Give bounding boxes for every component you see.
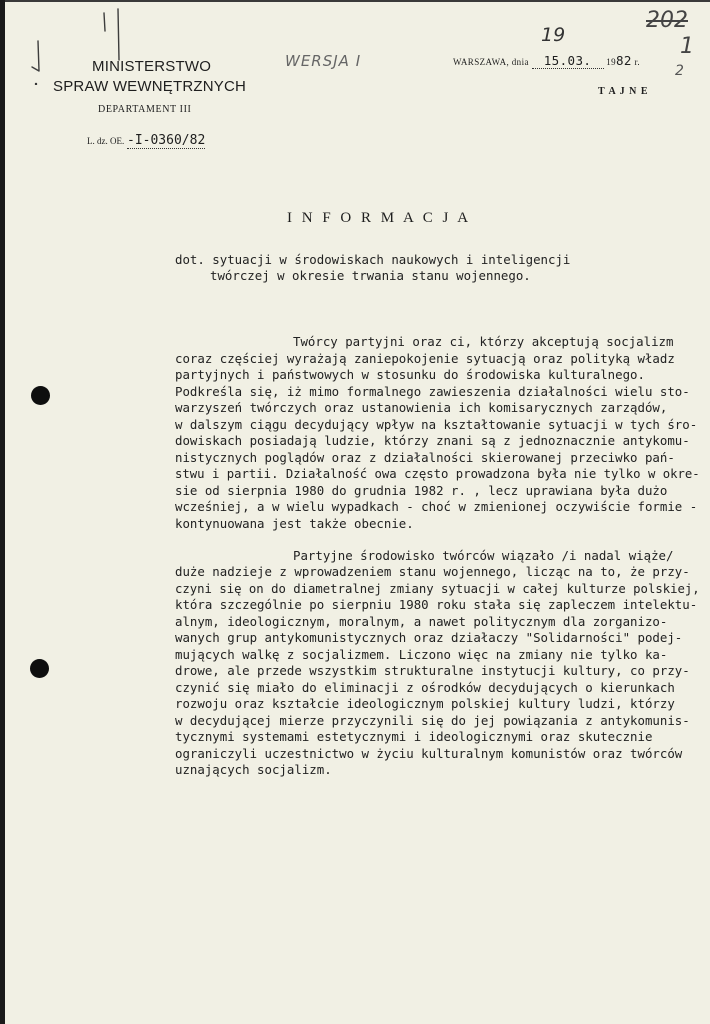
paragraph-line: dowiskach posiadają ludzie, którzy znani są z jednoznacznie antykomu- <box>175 433 690 448</box>
punch-hole-icon <box>30 659 49 678</box>
reference-label: L. dz. OE. <box>87 136 125 146</box>
paragraph-line: Twórcy partyjni oraz ci, którzy akceptują socjalizm <box>293 334 674 349</box>
document-title: I N F O R M A C J A <box>287 210 472 226</box>
paragraph-line: w decydującej mierze przyczynili się do jej powiązania z antykomunis- <box>175 713 690 728</box>
paragraph-line: która szczególnie po sierpniu 1980 roku stała się zapleczem intelektu- <box>175 597 698 612</box>
paragraph-line: kontynuowana jest także obecnie. <box>175 516 414 531</box>
handwritten-archive-sub2: 2 <box>675 63 684 79</box>
punch-hole-icon <box>31 386 50 405</box>
handwritten-archive-sub: 1 <box>680 34 694 59</box>
scan-edge-top <box>0 0 710 2</box>
paragraph-line: mujących walkę z socjalizmem. Liczono więc na zmiany nie tylko ka- <box>175 647 668 662</box>
paragraph-line: uznających socjalizm. <box>175 762 332 777</box>
paragraph-line: stwu i partii. Działalność owa często prowadzona była nie tylko w okre- <box>175 466 700 481</box>
paragraph-line: alnym, ideologicznym, moralnym, a nawet politycznym dla zorganizo- <box>175 614 668 629</box>
paragraph-line: ograniczyli uczestnictwo w życiu kulturalnym komunistów oraz twórców <box>175 746 683 761</box>
department-label: DEPARTAMENT III <box>98 104 192 115</box>
paragraph-line: czyni się on do diametralnej zmiany sytuacji w całej kulturze polskiej, <box>175 581 700 596</box>
paragraph-line: sie od sierpnia 1980 do grudnia 1982 r. , lecz uprawiana była dużo <box>175 483 668 498</box>
paragraph-line: wanych grup antykomunistycznych oraz działaczy "Solidarności" podej- <box>175 630 683 645</box>
paragraph-line: warzyszeń twórczych oraz ustanowienia ich komisarycznych zarządów, <box>175 400 668 415</box>
paragraph-line: tycznymi systemami estetycznymi i ideologicznymi oraz skutecznie <box>175 729 653 744</box>
reference-number: -I-0360/82 <box>127 133 206 148</box>
place-date-line <box>453 53 640 69</box>
handwritten-archive-number: 202 <box>646 8 688 33</box>
paragraph-line: partyjnych i państwowych w stosunku do środowiska kulturalnego. <box>175 367 645 382</box>
paragraph-line: Partyjne środowisko twórców wiązało /i nadal wiąże/ <box>293 548 674 563</box>
place-label: WARSZAWA, dnia <box>453 57 529 67</box>
year-suffix: r. <box>634 57 641 67</box>
paragraph-line: Podkreśla się, iż mimo formalnego zawieszenia działalności wielu sto- <box>175 384 690 399</box>
paragraph-line: coraz częściej wyrażają zaniepokojenie sytuacją oraz polityką władz <box>175 351 675 366</box>
paragraph-line: rozwoju oraz kształcie ideologicznym polskiej kultury ludzi, którzy <box>175 696 675 711</box>
handwritten-version-note: WERSJA I <box>285 52 362 70</box>
paragraph-line: nistycznych poglądów oraz z działalności skierowanej przeciwko pań- <box>175 450 675 465</box>
year-prefix: 19 <box>606 57 616 67</box>
paragraph-line: drowe, ale przede wszystkim strukturalne instytucji kultury, co przy- <box>175 663 690 678</box>
date-value: 15.03. <box>532 53 604 69</box>
paragraph-line: w dalszym ciągu decydujący wpływ na kształtowanie sytuacji w tych śro- <box>175 417 698 432</box>
reference-line <box>87 133 205 149</box>
paragraph-line: wcześniej, a w wielu wypadkach - choć w zmienionej oczywiście formie - <box>175 499 698 514</box>
classification-label: T A J N E <box>598 86 649 97</box>
subject-line-2: twórczej w okresie trwania stanu wojennego. <box>210 268 531 283</box>
year-value: 82 <box>616 53 632 68</box>
subject-line-1: dot. sytuacji w środowiskach naukowych i inteligencji <box>175 252 571 267</box>
ministry-name-line2: SPRAW WEWNĘTRZNYCH <box>53 78 247 95</box>
ministry-name-line1: MINISTERSTWO <box>92 58 212 75</box>
paragraph-line: duże nadzieje z wprowadzeniem stanu wojennego, licząc na to, że przy- <box>175 564 690 579</box>
paragraph-line: czynić się miało do eliminacji z ośrodków decydujących o kierunkach <box>175 680 675 695</box>
handwritten-page-number: 19 <box>541 24 566 46</box>
scan-edge-left <box>0 0 5 1024</box>
